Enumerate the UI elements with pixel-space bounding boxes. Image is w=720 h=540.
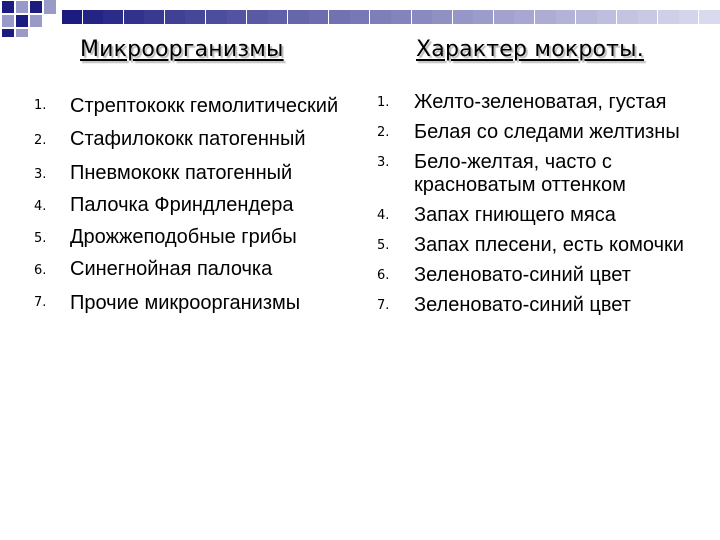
deco-strip-segment [514, 10, 534, 24]
deco-strip-segment [370, 10, 391, 24]
deco-gradient-strip [62, 10, 720, 24]
list-item [377, 121, 707, 144]
list-number: 3. [34, 167, 47, 182]
list-item-text: Стафилококк патогенный [70, 128, 306, 150]
column-heading-microorganisms: Микроорганизмы [80, 37, 284, 62]
microorganism-list [34, 92, 354, 324]
decorative-header-bar [0, 0, 720, 40]
list-item [377, 204, 707, 227]
deco-strip-segment [144, 10, 164, 24]
deco-strip-segment [617, 10, 638, 24]
list-number: 1. [34, 98, 47, 113]
list-item-text: Зеленовато-синий цвет [414, 294, 631, 316]
deco-square [2, 1, 14, 13]
deco-strip-segment [658, 10, 679, 24]
list-item-text: Стрептококк гемолитический [70, 95, 339, 117]
deco-strip-segment [556, 10, 576, 24]
deco-strip-segment [473, 10, 493, 24]
list-number: 5. [34, 231, 47, 246]
list-number: 5. [377, 238, 390, 253]
list-number: 6. [377, 268, 390, 283]
list-number: 6. [34, 263, 47, 278]
column-heading-sputum-character: Характер мокроты. [416, 37, 644, 62]
list-item [34, 289, 354, 317]
list-number: 1. [377, 95, 390, 110]
deco-strip-segment [494, 10, 515, 24]
list-item [377, 151, 707, 197]
deco-strip-segment [576, 10, 597, 24]
list-item [377, 91, 707, 114]
list-item [34, 92, 354, 120]
deco-strip-segment [227, 10, 247, 24]
deco-strip-segment [124, 10, 145, 24]
list-item [34, 193, 354, 218]
deco-square [30, 1, 42, 13]
deco-square [2, 29, 14, 37]
list-item [377, 234, 707, 257]
deco-strip-segment [247, 10, 268, 24]
deco-strip-segment [597, 10, 617, 24]
deco-strip-segment [699, 10, 720, 24]
list-item [34, 225, 354, 250]
list-number: 4. [377, 208, 390, 223]
list-number: 2. [377, 125, 390, 140]
deco-square [30, 15, 42, 27]
list-item [377, 264, 707, 287]
deco-strip-segment [535, 10, 556, 24]
list-item-text: Пневмококк патогенный [70, 162, 293, 184]
deco-strip-segment [83, 10, 104, 24]
deco-strip-segment [679, 10, 699, 24]
deco-square [16, 29, 28, 37]
list-item [34, 257, 354, 282]
list-item [34, 161, 354, 186]
list-item-text: Дрожжеподобные грибы [70, 226, 297, 248]
deco-square [2, 15, 14, 27]
list-number: 3. [377, 155, 390, 170]
deco-strip-segment [206, 10, 227, 24]
list-item-text: Синегнойная палочка [70, 258, 273, 280]
list-item-text: Прочие микроорганизмы [70, 292, 301, 314]
list-item-text: Запах плесени, есть комочки [414, 234, 684, 256]
deco-strip-segment [638, 10, 658, 24]
sputum-character-list [377, 91, 707, 324]
deco-strip-segment [309, 10, 329, 24]
list-item-text: Палочка Фриндлендера [70, 194, 294, 216]
deco-strip-segment [453, 10, 474, 24]
list-number: 7. [34, 295, 47, 310]
deco-strip-segment [350, 10, 370, 24]
deco-strip-segment [103, 10, 123, 24]
list-number: 7. [377, 298, 390, 313]
list-number: 4. [34, 199, 47, 214]
deco-strip-segment [391, 10, 411, 24]
list-item-text: Бело-желтая, часто с красноватым оттенком [414, 151, 626, 196]
list-item [377, 294, 707, 317]
list-item-text: Желто-зеленоватая, густая [414, 91, 667, 113]
list-item-text: Белая со следами желтизны [414, 121, 680, 143]
deco-square [44, 0, 56, 14]
deco-strip-segment [165, 10, 186, 24]
deco-square [16, 1, 28, 13]
list-item-text: Зеленовато-синий цвет [414, 264, 631, 286]
deco-strip-segment [432, 10, 452, 24]
list-item-text: Запах гниющего мяса [414, 204, 616, 226]
deco-strip-segment [288, 10, 309, 24]
list-number: 2. [34, 133, 47, 148]
deco-strip-segment [412, 10, 433, 24]
deco-strip-segment [329, 10, 350, 24]
deco-strip-segment [185, 10, 205, 24]
deco-strip-segment [268, 10, 288, 24]
deco-square [16, 15, 28, 27]
deco-strip-segment [62, 10, 82, 24]
list-item [34, 127, 354, 152]
